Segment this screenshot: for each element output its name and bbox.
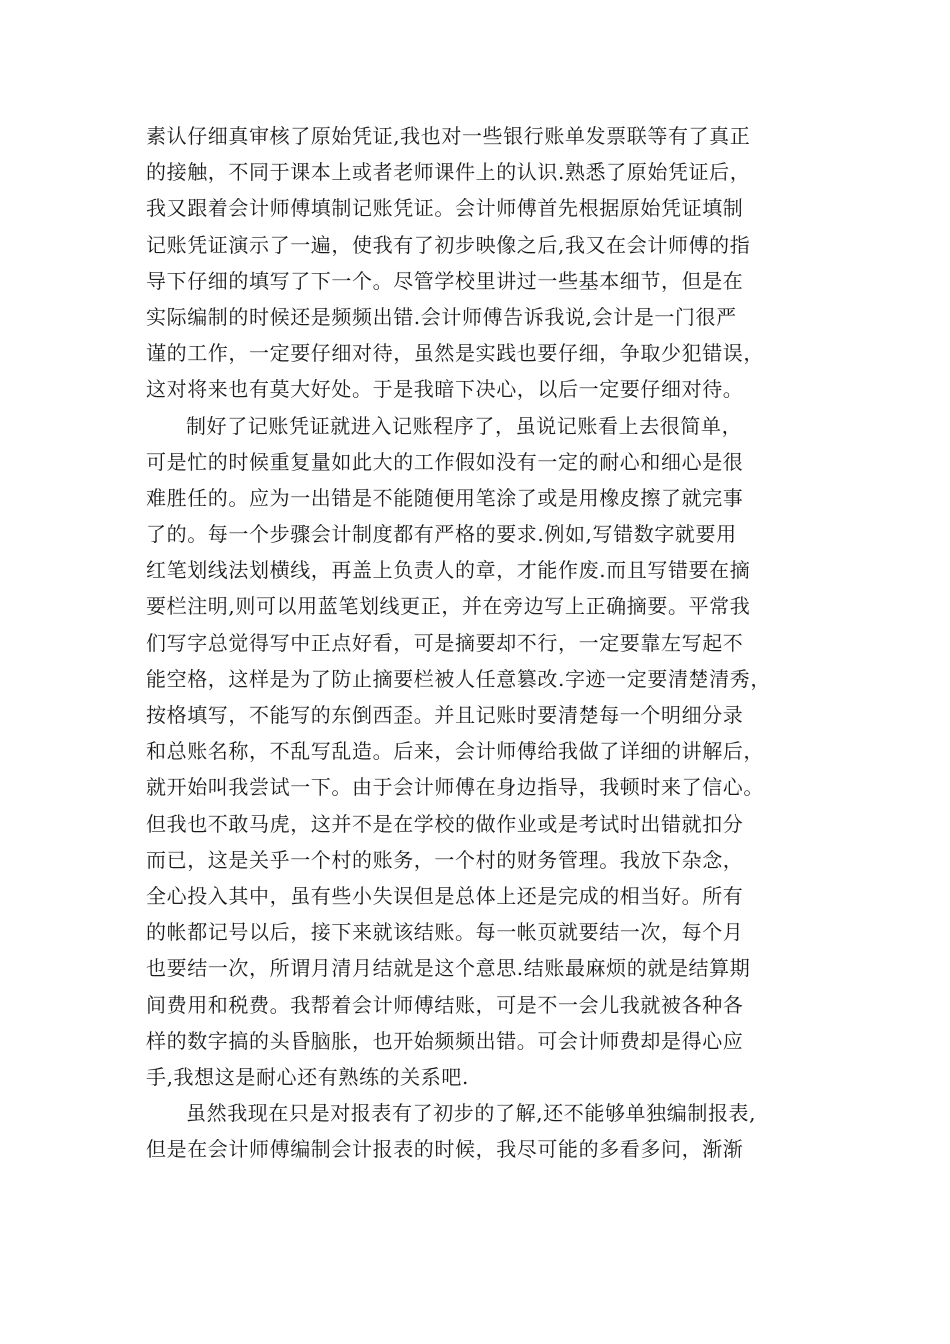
text-line: 按格填写，不能写的东倒西歪。并且记账时要清楚每一个明细分录 xyxy=(146,703,744,727)
text-line: 手,我想这是耐心还有熟练的关系吧. xyxy=(146,1064,469,1089)
text-line: 红笔划线法划横线，再盖上负责人的章，才能作废.而且写错要在摘 xyxy=(146,558,751,583)
text-line: 样的数字搞的头昏脑胀，也开始频频出错。可会计师费却是得心应 xyxy=(146,1028,744,1053)
text-line: 全心投入其中，虽有些小失误但是总体上还是完成的相当好。所有 xyxy=(146,883,744,908)
text-line: 记账凭证演示了一遍，使我有了初步映像之后,我又在会计师傅的指 xyxy=(146,232,751,257)
text-line: 可是忙的时候重复量如此大的工作假如没有一定的耐心和细心是很 xyxy=(146,449,744,474)
text-line: 但我也不敢马虎，这并不是在学校的做作业或是考试时出错就扣分 xyxy=(146,811,744,836)
text-line: 们写字总觉得写中正点好看，可是摘要却不行，一定要靠左写起不 xyxy=(146,630,744,655)
paragraph xyxy=(146,1095,806,1167)
text-line: 要栏注明,则可以用蓝笔划线更正，并在旁边写上正确摘要。平常我 xyxy=(146,594,751,619)
text-line: 谨的工作，一定要仔细对待，虽然是实践也要仔细，争取少犯错误， xyxy=(146,341,764,366)
paragraph xyxy=(146,118,806,408)
text-line: 和总账名称，不乱写乱造。后来，会计师傅给我做了详细的讲解后， xyxy=(146,739,764,764)
text-line: 就开始叫我尝试一下。由于会计师傅在身边指导，我顿时来了信心。 xyxy=(146,775,764,800)
text-line: 的接触，不同于课本上或者老师课件上的认识.熟悉了原始凭证后， xyxy=(146,160,751,185)
text-line: 的帐都记号以后，接下来就该结账。每一帐页就要结一次，每个月 xyxy=(146,920,744,945)
text-line: 这对将来也有莫大好处。于是我暗下决心，以后一定要仔细对待。 xyxy=(146,377,744,402)
text-line: 虽然我现在只是对报表有了初步的了解,还不能够单独编制报表, xyxy=(186,1101,757,1126)
text-line: 制好了记账凭证就进入记账程序了，虽说记账看上去很简单， xyxy=(186,413,743,438)
text-line: 导下仔细的填写了下一个。尽管学校里讲过一些基本细节，但是在 xyxy=(146,268,744,293)
paragraph xyxy=(146,408,806,1096)
text-line: 素认仔细真审核了原始凭证,我也对一些银行账单发票联等有了真正 xyxy=(146,124,751,148)
text-line: 难胜任的。应为一出错是不能随便用笔涂了或是用橡皮擦了就完事 xyxy=(146,485,744,510)
body-text xyxy=(146,118,806,1167)
text-line: 间费用和税费。我帮着会计师傅结账，可是不一会儿我就被各种各 xyxy=(146,992,744,1017)
text-line: 但是在会计师傅编制会计报表的时候，我尽可能的多看多问，渐渐 xyxy=(146,1137,744,1162)
text-line: 而已，这是关乎一个村的账务，一个村的财务管理。我放下杂念， xyxy=(146,847,744,872)
text-line: 也要结一次，所谓月清月结就是这个意思.结账最麻烦的就是结算期 xyxy=(146,956,751,981)
text-line: 了的。每一个步骤会计制度都有严格的要求.例如,写错数字就要用 xyxy=(146,522,737,547)
text-line: 能空格，这样是为了防止摘要栏被人任意篡改.字迹一定要清楚清秀， xyxy=(146,666,771,691)
text-line: 实际编制的时候还是频频出错.会计师傅告诉我说,会计是一门很严 xyxy=(146,304,737,329)
text-line: 我又跟着会计师傅填制记账凭证。会计师傅首先根据原始凭证填制 xyxy=(146,196,744,221)
